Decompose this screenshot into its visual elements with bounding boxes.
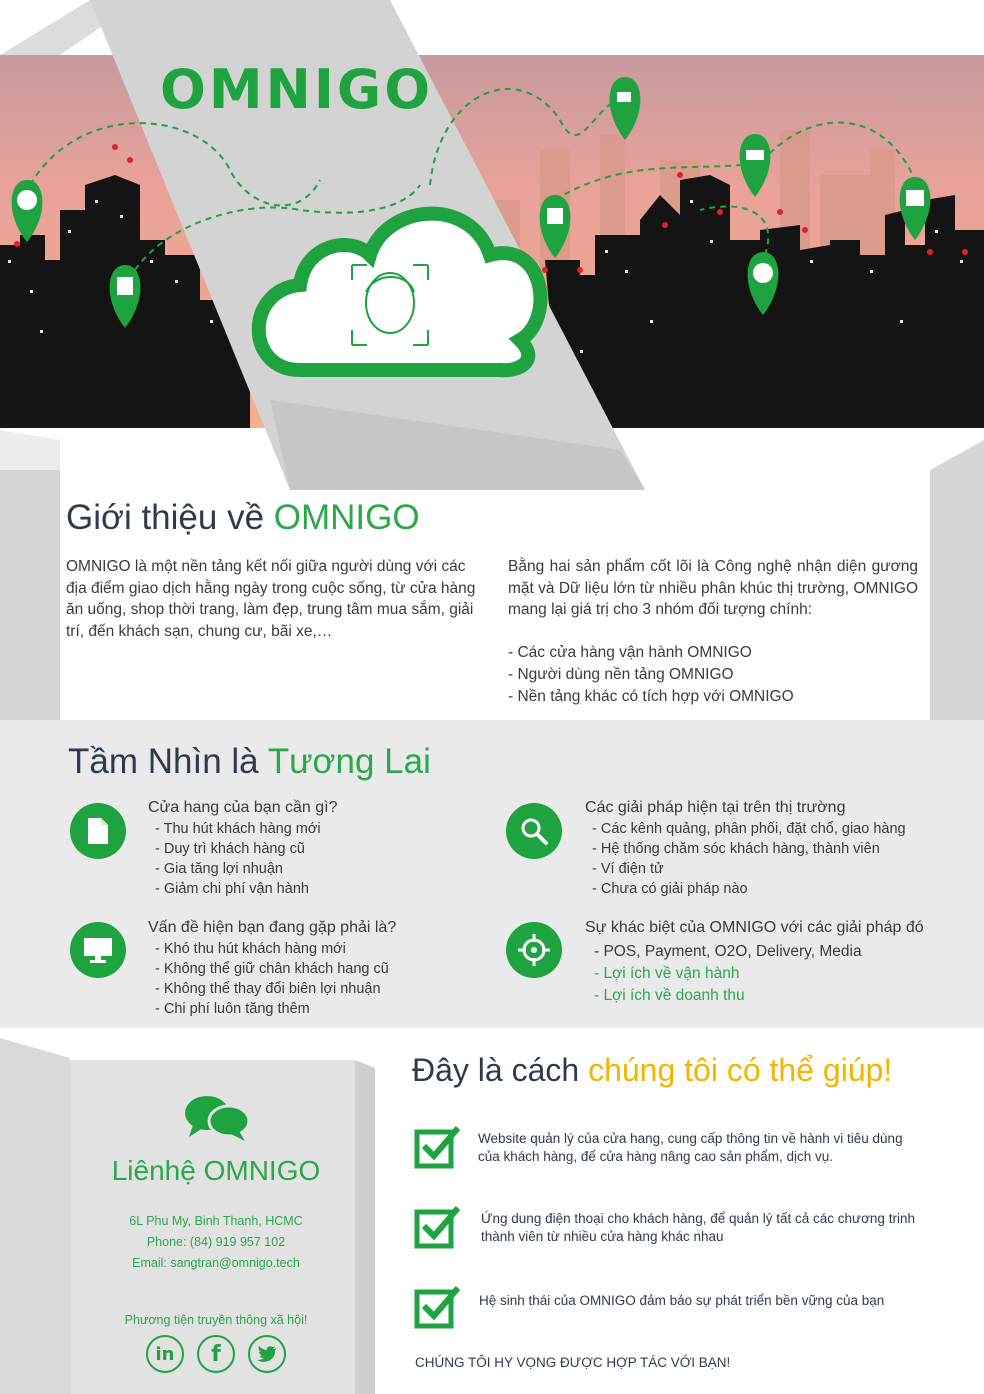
problems-item: - Khó thu hút khách hàng mới xyxy=(155,941,346,957)
problems-item: - Không thể giữ chân khách hang cũ xyxy=(155,961,389,977)
checkbox-icon xyxy=(414,1284,464,1335)
intro-heading: Giới thiệu về OMNIGO xyxy=(66,498,420,537)
intro-bullet: - Nền tảng khác có tích hợp với OMNIGO xyxy=(508,688,794,705)
contact-phone[interactable]: Phone: (84) 919 957 102 xyxy=(146,1235,286,1249)
problems-item: - Không thể thay đổi biên lợi nhuận xyxy=(155,981,381,997)
difference-item: - Lợi ích về doanh thu xyxy=(594,987,745,1004)
difference-title: Sự khác biệt của OMNIGO với các giải pháp đó xyxy=(585,919,924,936)
problems-item: - Chi phí luôn tăng thêm xyxy=(155,1001,310,1017)
help-item: Hệ sinh thái của OMNIGO đảm bảo sự phát triển bền vững của bạn xyxy=(479,1293,885,1308)
contact-title: Liênhệ OMNIGO xyxy=(111,1155,321,1186)
document-icon xyxy=(70,803,126,859)
solutions-item: - Ví điện tử xyxy=(592,861,664,877)
help-item: Ứng dung điện thoại cho khách hàng, để quản lý tất cả các chương trinh thành viên từ nhiều cửa hàng khác nhau xyxy=(481,1211,915,1244)
chat-bubbles-icon xyxy=(183,1093,253,1150)
needs-item: - Giảm chi phí vận hành xyxy=(155,881,309,897)
contact-address: 6L Phu My, Binh Thanh, HCMC xyxy=(129,1214,303,1228)
help-heading: Đây là cách chúng tôi có thể giúp! xyxy=(412,1052,893,1088)
linkedin-icon[interactable]: in xyxy=(146,1335,184,1373)
difference-item: - Lợi ích về vận hành xyxy=(594,965,740,982)
needs-item: - Duy trì khách hàng cũ xyxy=(155,841,305,857)
intro-left-paragraph: OMNIGO là một nền tảng kết nối giữa người dùng với các địa điểm giao dịch hằng ngày trong cuộc sống, từ cửa hàng ăn uống, shop thời trang, làm đẹp, trung tâm mua sắm, giải trí, đến khách sạn, chung cư, bãi xe,… xyxy=(66,558,476,640)
intro-right-paragraph: Bằng hai sản phẩm cốt lõi là Công nghệ nhận diện gương mặt và Dữ liệu lớn từ nhiều phân khúc thị trường, OMNIGO mang lại giá trị cho 3 nhóm đối tượng chính: xyxy=(508,558,918,619)
solutions-item: - Các kênh quảng, phân phối, đặt chổ, giao hàng xyxy=(592,821,906,837)
solutions-item: - Hệ thống chăm sóc khách hàng, thành viên xyxy=(592,841,880,857)
difference-item: - POS, Payment, O2O, Delivery, Media xyxy=(594,943,862,960)
search-icon xyxy=(506,803,562,859)
closing-message: CHÚNG TÔI HY VỌNG ĐƯỢC HỢP TÁC VỚI BẠN! xyxy=(415,1355,731,1370)
vision-heading: Tầm Nhìn là Tương Lai xyxy=(68,742,431,781)
crosshair-icon xyxy=(506,922,562,978)
contact-email[interactable]: Email: sangtran@omnigo.tech xyxy=(132,1256,300,1270)
problems-title: Vấn đề hiện bạn đang gặp phải là? xyxy=(148,919,397,936)
monitor-icon xyxy=(70,922,126,978)
checkbox-icon xyxy=(414,1204,464,1255)
solutions-title: Các giải pháp hiện tại trên thị trường xyxy=(585,799,846,816)
help-item: Website quản lý của cửa hang, cung cấp thông tin về hành vi tiêu dùng của khách hàng, để cửa hàng nâng cao sản phẩm, dịch vụ. xyxy=(478,1131,903,1164)
needs-item: - Thu hút khách hàng mới xyxy=(155,821,321,837)
omnigo-logo: OMNIGO xyxy=(160,58,434,121)
intro-bullet: - Các cửa hàng vận hành OMNIGO xyxy=(508,644,752,661)
facebook-icon[interactable]: f xyxy=(197,1335,235,1373)
solutions-item: - Chưa có giải pháp nào xyxy=(592,881,748,897)
intro-bullet: - Người dùng nền tảng OMNIGO xyxy=(508,666,734,683)
needs-title: Cửa hang của bạn cần gì? xyxy=(148,799,338,816)
needs-item: - Gia tăng lợi nhuận xyxy=(155,861,284,877)
checkbox-icon xyxy=(414,1124,464,1175)
social-label: Phương tiện truyền thông xã hội! xyxy=(124,1313,308,1327)
twitter-icon[interactable] xyxy=(248,1335,286,1373)
